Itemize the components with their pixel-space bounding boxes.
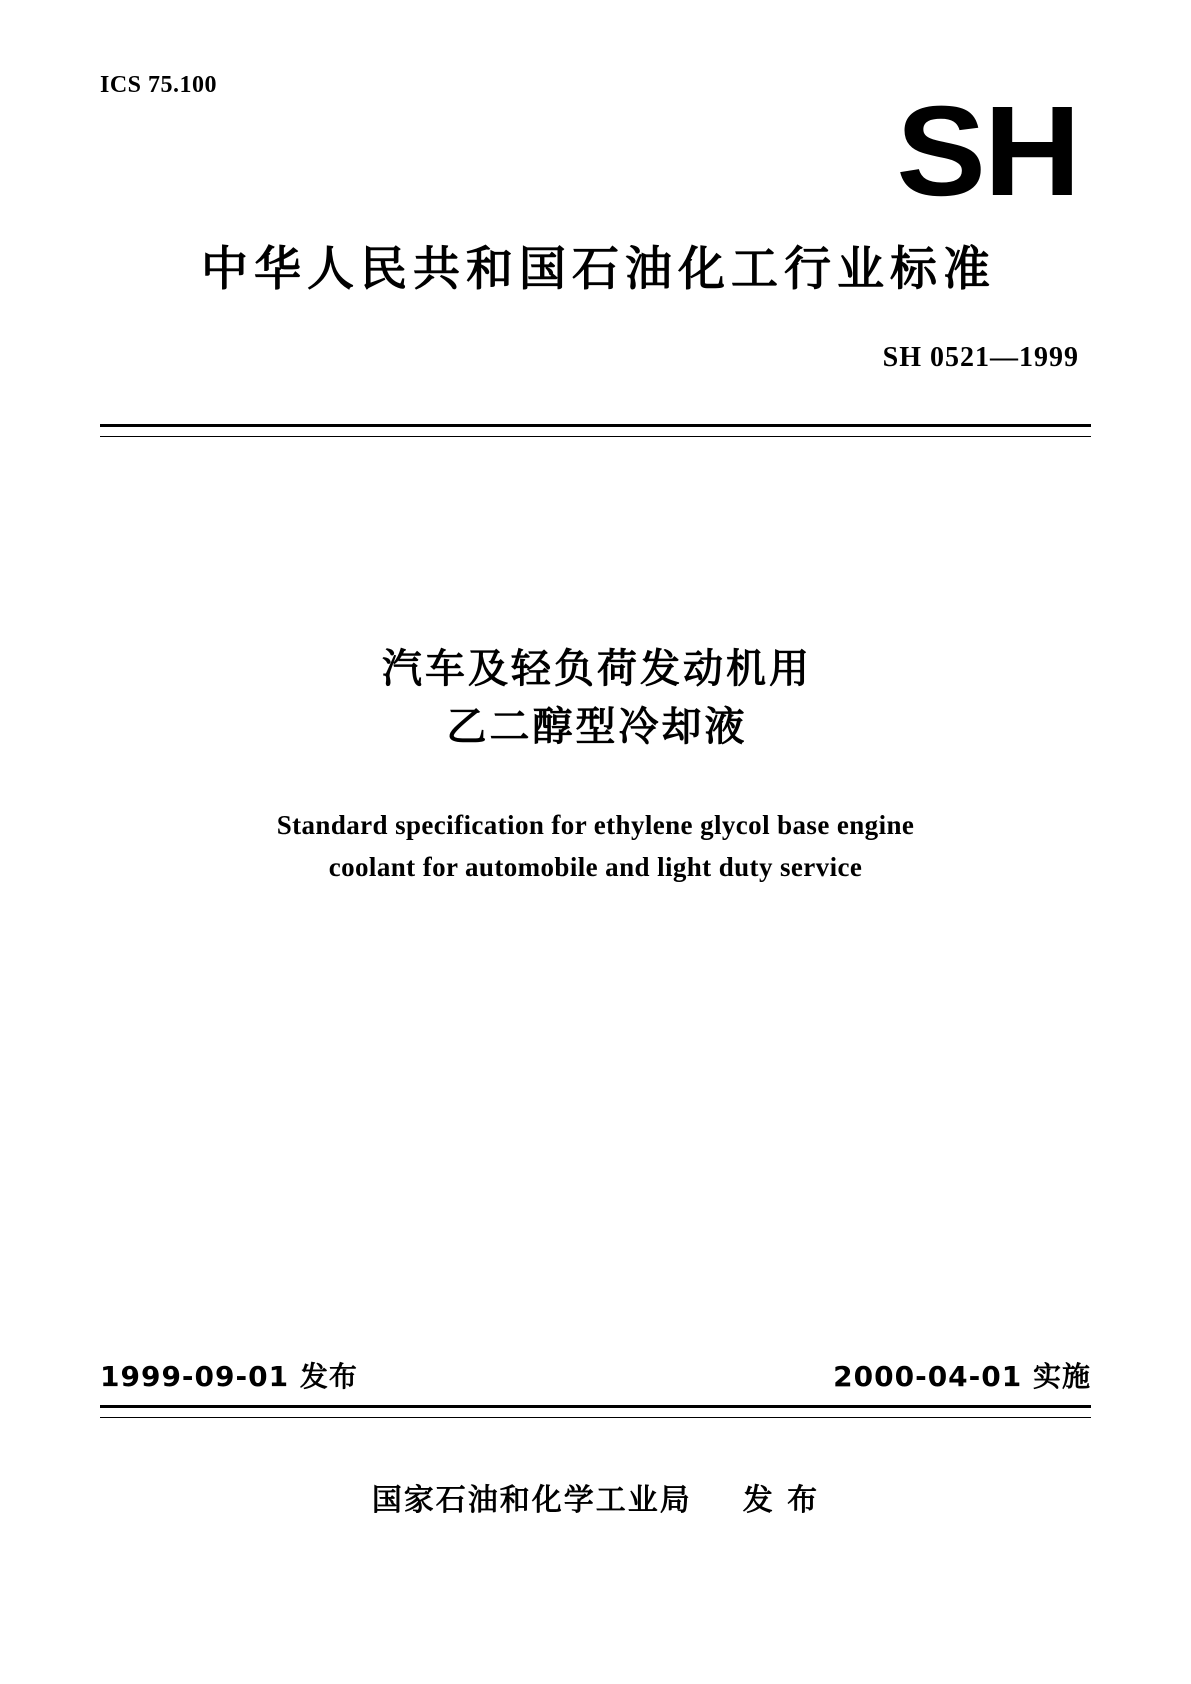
- standard-authority-header: 中华人民共和国石油化工行业标准: [201, 242, 996, 297]
- issue-date: 1999-09-01 发布: [100, 1360, 358, 1393]
- ics-code: ICS 75.100: [100, 72, 218, 98]
- publisher-name: 国家石油和化学工业局: [371, 1483, 692, 1518]
- header-divider-thin: [100, 436, 1091, 437]
- footer-divider-thin: [100, 1417, 1091, 1418]
- document-title-chinese: [0, 640, 1191, 756]
- publisher-action: 发 布: [742, 1483, 820, 1518]
- header-divider-thick: [100, 424, 1091, 427]
- sh-logo: SH: [896, 80, 1079, 223]
- document-title-chinese-line-1: 汽车及轻负荷发动机用: [382, 646, 812, 692]
- document-title-english: [0, 805, 1191, 889]
- effective-date: 2000-04-01 实施: [833, 1360, 1091, 1393]
- publisher-line: [0, 1475, 1191, 1519]
- document-title-english-line-2: coolant for automobile and light duty service: [328, 851, 863, 882]
- footer-divider-thick: [100, 1405, 1091, 1408]
- document-title-chinese-line-2: 乙二醇型冷却液: [446, 704, 748, 750]
- document-title-english-line-1: Standard specification for ethylene glycol base engine: [276, 810, 915, 840]
- standard-number: SH 0521—1999: [882, 342, 1079, 373]
